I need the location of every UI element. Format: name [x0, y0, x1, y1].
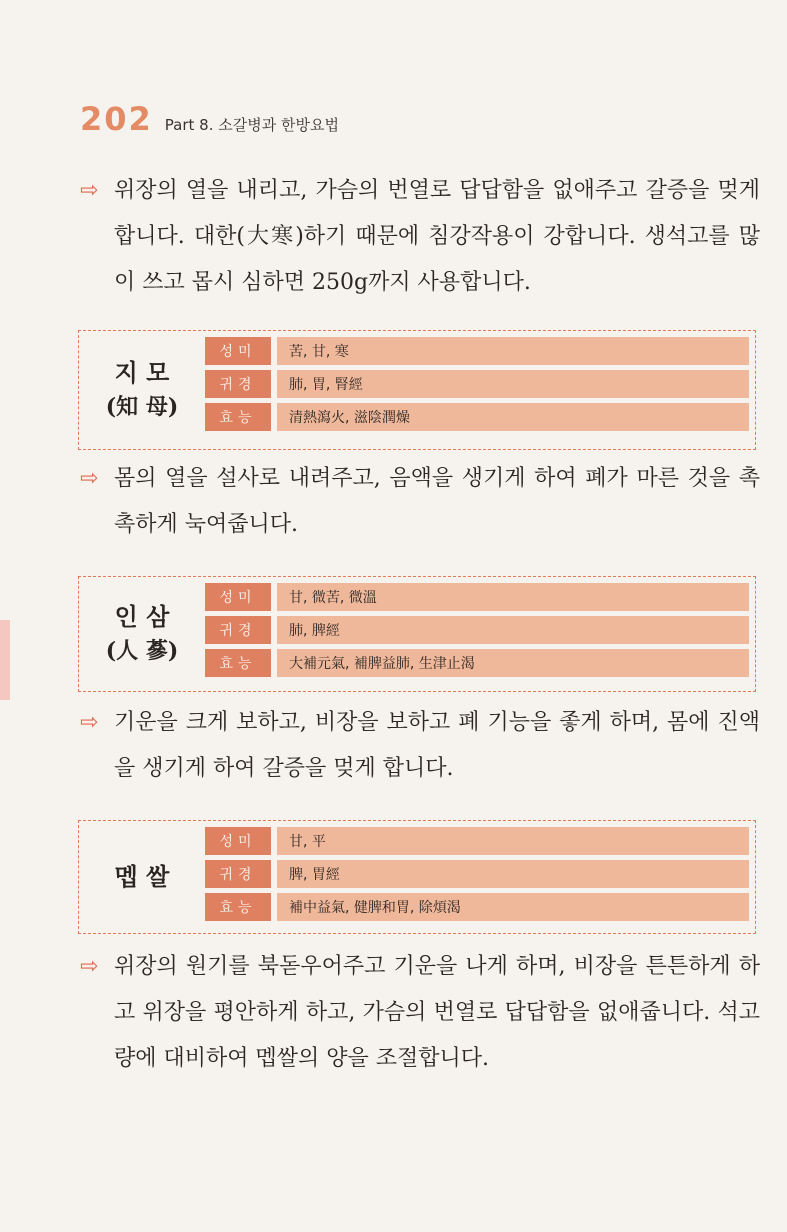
property-label: 귀경	[205, 860, 271, 888]
property-label: 귀경	[205, 616, 271, 644]
property-label: 성미	[205, 827, 271, 855]
property-row	[205, 893, 749, 921]
property-row	[205, 370, 749, 398]
property-row	[205, 827, 749, 855]
paragraph-2	[80, 456, 760, 548]
property-label: 효능	[205, 893, 271, 921]
arrow-right-outline-icon: ⇨	[80, 710, 99, 735]
paragraph-3	[80, 700, 760, 792]
herb-korean-name: 멥 쌀	[114, 863, 170, 891]
herb-properties	[205, 827, 749, 926]
herb-korean-name: 지 모	[114, 359, 170, 387]
paragraph-text: 몸의 열을 설사로 내려주고, 음액을 생기게 하여 폐가 마른 것을 촉촉하게 눅여줍니다.	[114, 466, 760, 537]
herb-hanja-name: (知 母)	[105, 394, 179, 420]
property-value: 脾, 胃經	[277, 860, 749, 888]
property-value: 補中益氣, 健脾和胃, 除煩渴	[277, 893, 749, 921]
property-label: 성미	[205, 337, 271, 365]
herb-hanja-name: (人 蔘)	[105, 638, 179, 664]
herb-name	[79, 577, 205, 691]
property-label: 효능	[205, 403, 271, 431]
page-header	[80, 100, 339, 138]
property-label: 성미	[205, 583, 271, 611]
paragraph-text: 위장의 열을 내리고, 가슴의 번열로 답답함을 없애주고 갈증을 멎게 합니다. 대한(大寒)하기 때문에 침강작용이 강합니다. 생석고를 많이 쓰고 몹시 심하면 250g까지 사용합니다.	[114, 178, 760, 295]
property-value: 肺, 胃, 腎經	[277, 370, 749, 398]
herb-properties	[205, 583, 749, 682]
herb-properties	[205, 337, 749, 436]
herb-name	[79, 331, 205, 449]
arrow-right-outline-icon: ⇨	[80, 466, 99, 491]
property-row	[205, 860, 749, 888]
property-label: 효능	[205, 649, 271, 677]
herb-box-mepssal	[78, 820, 756, 934]
property-value: 大補元氣, 補脾益肺, 生津止渴	[277, 649, 749, 677]
page-edge-tab	[0, 620, 10, 700]
property-label: 귀경	[205, 370, 271, 398]
property-row	[205, 649, 749, 677]
paragraph-4	[80, 944, 760, 1082]
herb-korean-name: 인 삼	[114, 603, 170, 631]
property-value: 肺, 脾經	[277, 616, 749, 644]
property-row	[205, 337, 749, 365]
property-value: 清熱瀉火, 滋陰潤燥	[277, 403, 749, 431]
herb-box-jimo	[78, 330, 756, 450]
property-value: 甘, 微苦, 微溫	[277, 583, 749, 611]
property-value: 苦, 甘, 寒	[277, 337, 749, 365]
property-row	[205, 583, 749, 611]
herb-name	[79, 821, 205, 933]
page-number: 202	[80, 100, 153, 138]
arrow-right-outline-icon: ⇨	[80, 178, 99, 203]
arrow-right-outline-icon: ⇨	[80, 954, 99, 979]
herb-box-insam	[78, 576, 756, 692]
paragraph-text: 위장의 원기를 북돋우어주고 기운을 나게 하며, 비장을 튼튼하게 하고 위장을 평안하게 하고, 가슴의 번열로 답답함을 없애줍니다. 석고량에 대비하여 멥쌀의 양을 조절합니다.	[114, 954, 760, 1071]
property-row	[205, 616, 749, 644]
property-value: 甘, 平	[277, 827, 749, 855]
paragraph-text: 기운을 크게 보하고, 비장을 보하고 폐 기능을 좋게 하며, 몸에 진액을 생기게 하여 갈증을 멎게 합니다.	[114, 710, 760, 781]
paragraph-1	[80, 168, 760, 306]
running-title: Part 8. 소갈병과 한방요법	[164, 116, 339, 134]
property-row	[205, 403, 749, 431]
